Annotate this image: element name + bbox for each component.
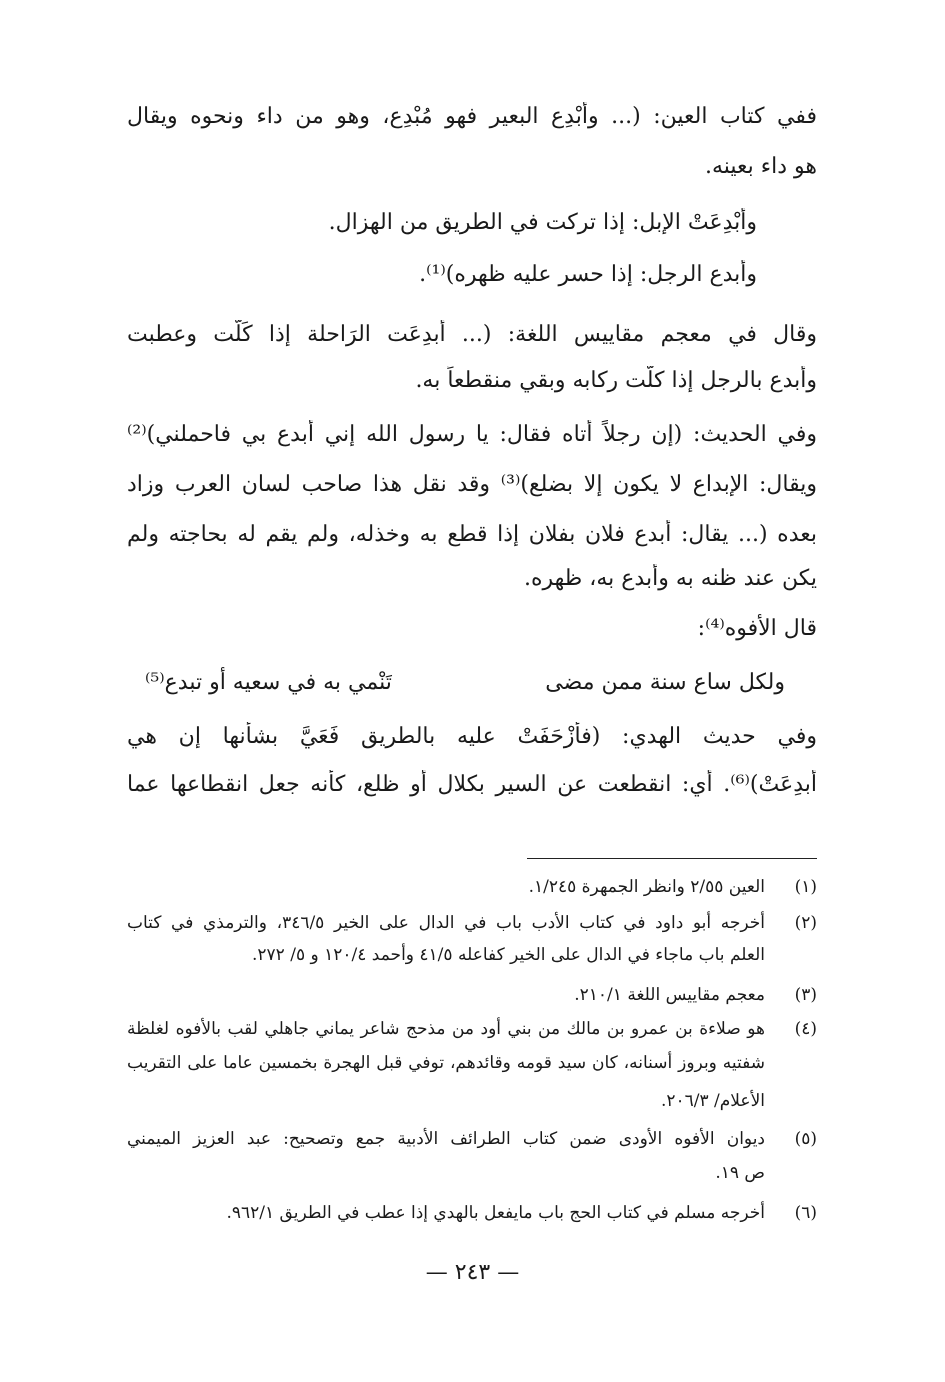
footnote-text: أخرجه مسلم في كتاب الحج باب مايفعل بالهدي إذا عطب في الطريق ٩٦٢/١. [226, 1203, 765, 1223]
body-line-1: ففي كتاب العين: (... وأُبْدِع البعير فهو مُبْدِع، وهو من داء ونحوه ويقال [127, 104, 817, 129]
body-line-9: بعده (... يقال: أبدع فلان بفلان إذا قطع به وخذله، ولم يقم له بحاجته ولم [127, 522, 817, 547]
footnote-text: العين ٢/٥٥ وانظر الجمهرة ١/٢٤٥. [528, 877, 765, 897]
body-line-10: يكن عند ظنه به وأبدع به، ظهره. [523, 566, 817, 591]
footnote-text: هو صلاءة بن عمرو بن مالك من بني أود من مذحج شاعر يماني جاهلي لقب بالأفوه لغلظة [127, 1019, 765, 1039]
footnote-number: (٤) [794, 1019, 817, 1039]
footnote-4-line-3: الأعلام/ ٢٠٦/٣. [660, 1091, 765, 1111]
page-number: — ٢٤٣ — [425, 1260, 520, 1285]
body-line-6: وأبدع بالرجل إذا كلَّت ركابه وبقي منقطعاً به. [415, 368, 817, 393]
footnote-number: (٦) [794, 1203, 817, 1223]
footnote-text: ديوان الأفوه الأودى ضمن كتاب الطرائف الأدبية جمع وتصحيح: عبد العزيز الميمني [127, 1129, 765, 1149]
footnote-number: (١) [794, 877, 817, 897]
poem-hemistich-1: ولكل ساع سنة ممن مضى [545, 670, 785, 695]
footnote-4-line-2: شفتيه وبروز أسنانه، كان سيد قومه وقائدهم، توفي قبل الهجرة بخمسين عاما على التقريب [127, 1053, 765, 1073]
footnote-text: أخرجه أبو داود في كتاب الأدب باب في الدال على الخير ٣٤٦/٥، والترمذي في كتاب [127, 913, 765, 933]
footnote-text: معجم مقاييس اللغة ٢١٠/١. [574, 985, 765, 1005]
footnote-number: (٥) [794, 1129, 817, 1149]
body-line-4: وأبدع الرجل: إذا حسر عليه ظهره)⁽¹⁾. [419, 262, 757, 287]
body-line-5: وقال في معجم مقاييس اللغة: (... أُبدِعَت الرَاحلة إذا كَلَّت وعطبت [127, 322, 817, 347]
body-line-13: أُبدِعَتْ)⁽⁶⁾. أي: انقطعت عن السير بكلال أو ظلع، كأنه جعل انقطاعها عما [127, 772, 817, 797]
footnote-separator [527, 858, 817, 859]
body-line-11: قال الأفوه⁽⁴⁾: [697, 616, 817, 641]
footnote-number: (٢) [794, 913, 817, 933]
footnote-5-line-2: ص ١٩. [715, 1163, 765, 1183]
body-line-8: ويقال: الإبداع لا يكون إلا بضلع)⁽³⁾ وقد نقل هذا صاحب لسان العرب وزاد [127, 472, 817, 497]
body-line-7: وفي الحديث: (إن رجلاً أتاه فقال: يا رسول الله إني أبدع بي فاحملني)⁽²⁾ [127, 422, 817, 447]
footnote-number: (٣) [794, 985, 817, 1005]
body-line-3: وأُبْدِعَتْ الإبل: إذا تركت في الطريق من الهزال. [328, 210, 757, 235]
footnote-2-line-2: العلم باب ماجاء في الدال على الخير كفاعله ٤١/٥ وأحمد ١٢٠/٤ و ٥/ ٢٧٢. [252, 945, 765, 965]
poem-hemistich-2: تَنْمي به في سعيه أو تبدع⁽⁵⁾ [145, 670, 392, 695]
body-line-12: وفي حديث الهدي: (فأَزْحَفَتْ عليه بالطريق فَعَيَّ بشأنها إن هي [127, 724, 817, 749]
body-line-2: هو داء بعينه. [704, 154, 817, 179]
